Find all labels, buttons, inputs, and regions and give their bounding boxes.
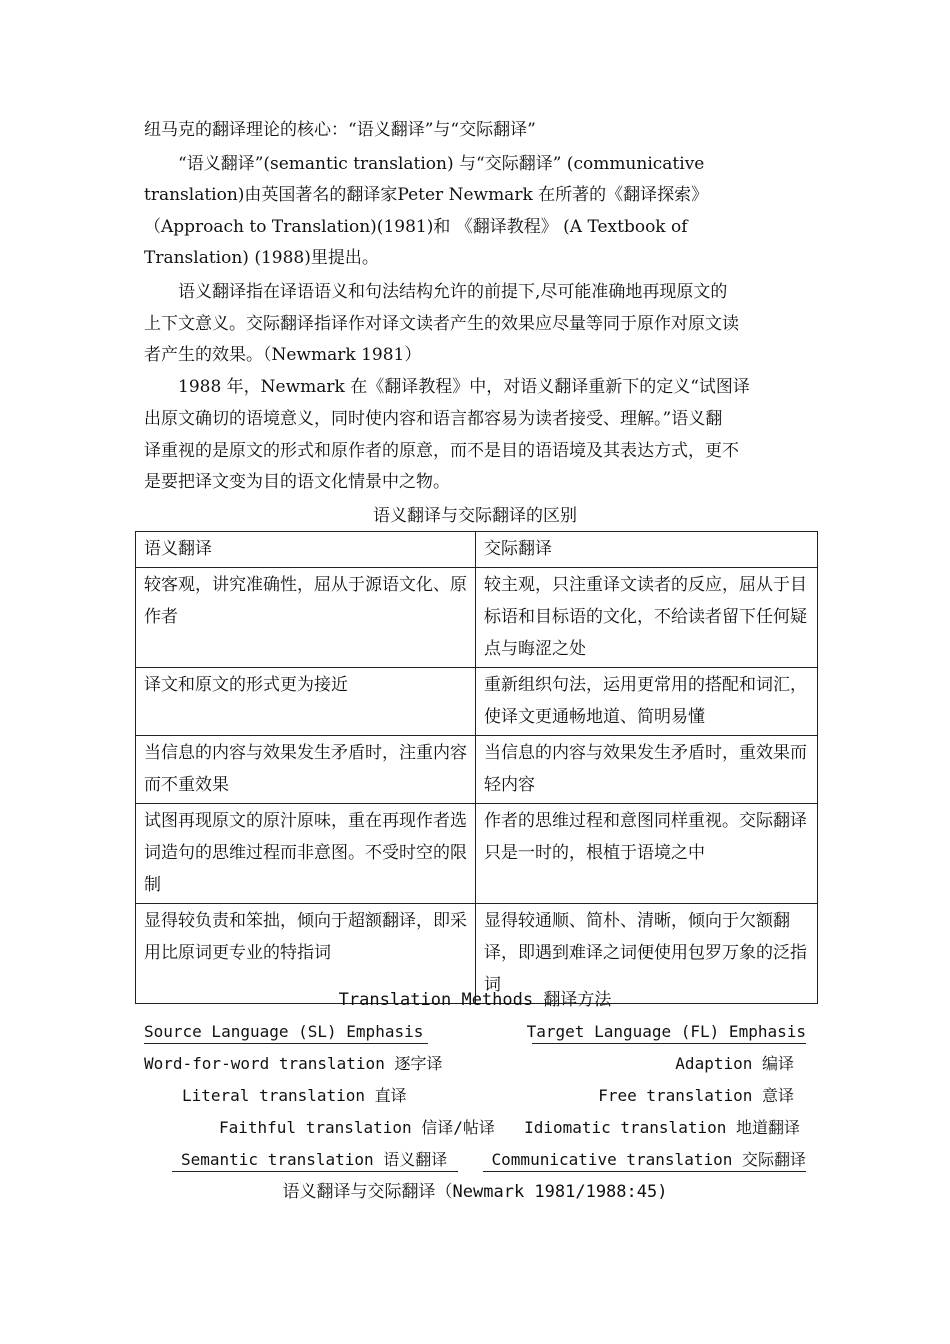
paragraph-line: 语义翻译指在译语语义和句法结构允许的前提下,尽可能准确地再现原文的 xyxy=(144,282,728,302)
table-cell: 显得较负责和笨拙，倾向于超额翻译，即采用比原词更专业的特指词 xyxy=(136,904,476,1004)
heading: 纽马克的翻译理论的核心：“语义翻译”与“交际翻译” xyxy=(144,120,536,140)
word-for-word-label: Word-for-word translation 逐字译 xyxy=(144,1054,443,1073)
paragraph-line: 是要把译文变为目的语文化情景中之物。 xyxy=(144,472,450,492)
table-cell: 当信息的内容与效果发生矛盾时，注重内容而不重效果 xyxy=(136,736,476,804)
table-cell: 当信息的内容与效果发生矛盾时，重效果而轻内容 xyxy=(476,736,818,804)
communicative-underline xyxy=(483,1171,806,1172)
communicative-label: Communicative translation 交际翻译 xyxy=(491,1150,806,1169)
tl-emphasis-label: Target Language (FL) Emphasis xyxy=(526,1022,806,1041)
literal-label: Literal translation 直译 xyxy=(182,1086,407,1105)
diagram-caption: 语义翻译与交际翻译（Newmark 1981/1988:45) xyxy=(282,1182,668,1202)
sl-emphasis-label: Source Language (SL) Emphasis xyxy=(144,1022,424,1041)
free-label: Free translation 意译 xyxy=(598,1086,794,1105)
header-communicative: 交际翻译 xyxy=(476,532,818,568)
diagram-title: Translation Methods 翻译方法 xyxy=(338,990,612,1010)
paragraph-line: 上下文意义。交际翻译指译作对译文读者产生的效果应尽量等同于原作对原文读 xyxy=(144,314,739,334)
table-cell: 较客观，讲究准确性，屈从于源语文化、原作者 xyxy=(136,568,476,668)
idiomatic-label: Idiomatic translation 地道翻译 xyxy=(524,1118,800,1137)
paragraph-line: translation)由英国著名的翻译家Peter Newmark 在所著的《翻译探索》 xyxy=(144,185,709,205)
table-header-row xyxy=(136,532,818,568)
semantic-label: Semantic translation 语义翻译 xyxy=(181,1150,448,1169)
tl-underline xyxy=(532,1043,806,1044)
header-semantic: 语义翻译 xyxy=(136,532,476,568)
table-cell: 试图再现原文的原汁原味，重在再现作者选词造句的思维过程而非意图。不受时空的限制 xyxy=(136,804,476,904)
table-cell: 重新组织句法，运用更常用的搭配和词汇，使译文更通畅地道、简明易懂 xyxy=(476,668,818,736)
paragraph-line: 1988 年，Newmark 在《翻译教程》中，对语义翻译重新下的定义“试图译 xyxy=(144,377,750,397)
table-caption: 语义翻译与交际翻译的区别 xyxy=(373,506,577,526)
adaption-label: Adaption 编译 xyxy=(675,1054,794,1073)
table-cell: 作者的思维过程和意图同样重视。交际翻译只是一时的，根植于语境之中 xyxy=(476,804,818,904)
paragraph-line: 出原文确切的语境意义，同时使内容和语言都容易为读者接受、理解。”语义翻 xyxy=(144,409,723,429)
table-row xyxy=(136,568,818,668)
paragraph-line: 译重视的是原文的形式和原作者的原意，而不是目的语语境及其表达方式，更不 xyxy=(144,441,739,461)
faithful-label: Faithful translation 信译/帖译 xyxy=(219,1118,495,1137)
table-cell: 较主观，只注重译文读者的反应，屈从于目标语和目标语的文化，不给读者留下任何疑点与晦涩之处 xyxy=(476,568,818,668)
table-row xyxy=(136,804,818,904)
paragraph-line: （Approach to Translation)(1981)和 《翻译教程》 (A Textbook of xyxy=(144,217,688,237)
paragraph-line: “语义翻译”(semantic translation) 与“交际翻译” (communicative xyxy=(144,154,705,174)
table-cell: 译文和原文的形式更为接近 xyxy=(136,668,476,736)
table-row xyxy=(136,668,818,736)
paragraph-line: Translation) (1988)里提出。 xyxy=(144,248,379,268)
table-cell: 显得较通顺、简朴、清晰，倾向于欠额翻译，即遇到难译之词便使用包罗万象的泛指词 xyxy=(476,904,818,1004)
semantic-underline xyxy=(172,1171,458,1172)
paragraph-line: 者产生的效果。（Newmark 1981） xyxy=(144,345,422,365)
sl-underline xyxy=(144,1043,428,1044)
table-row xyxy=(136,736,818,804)
comparison-table xyxy=(135,531,818,1004)
